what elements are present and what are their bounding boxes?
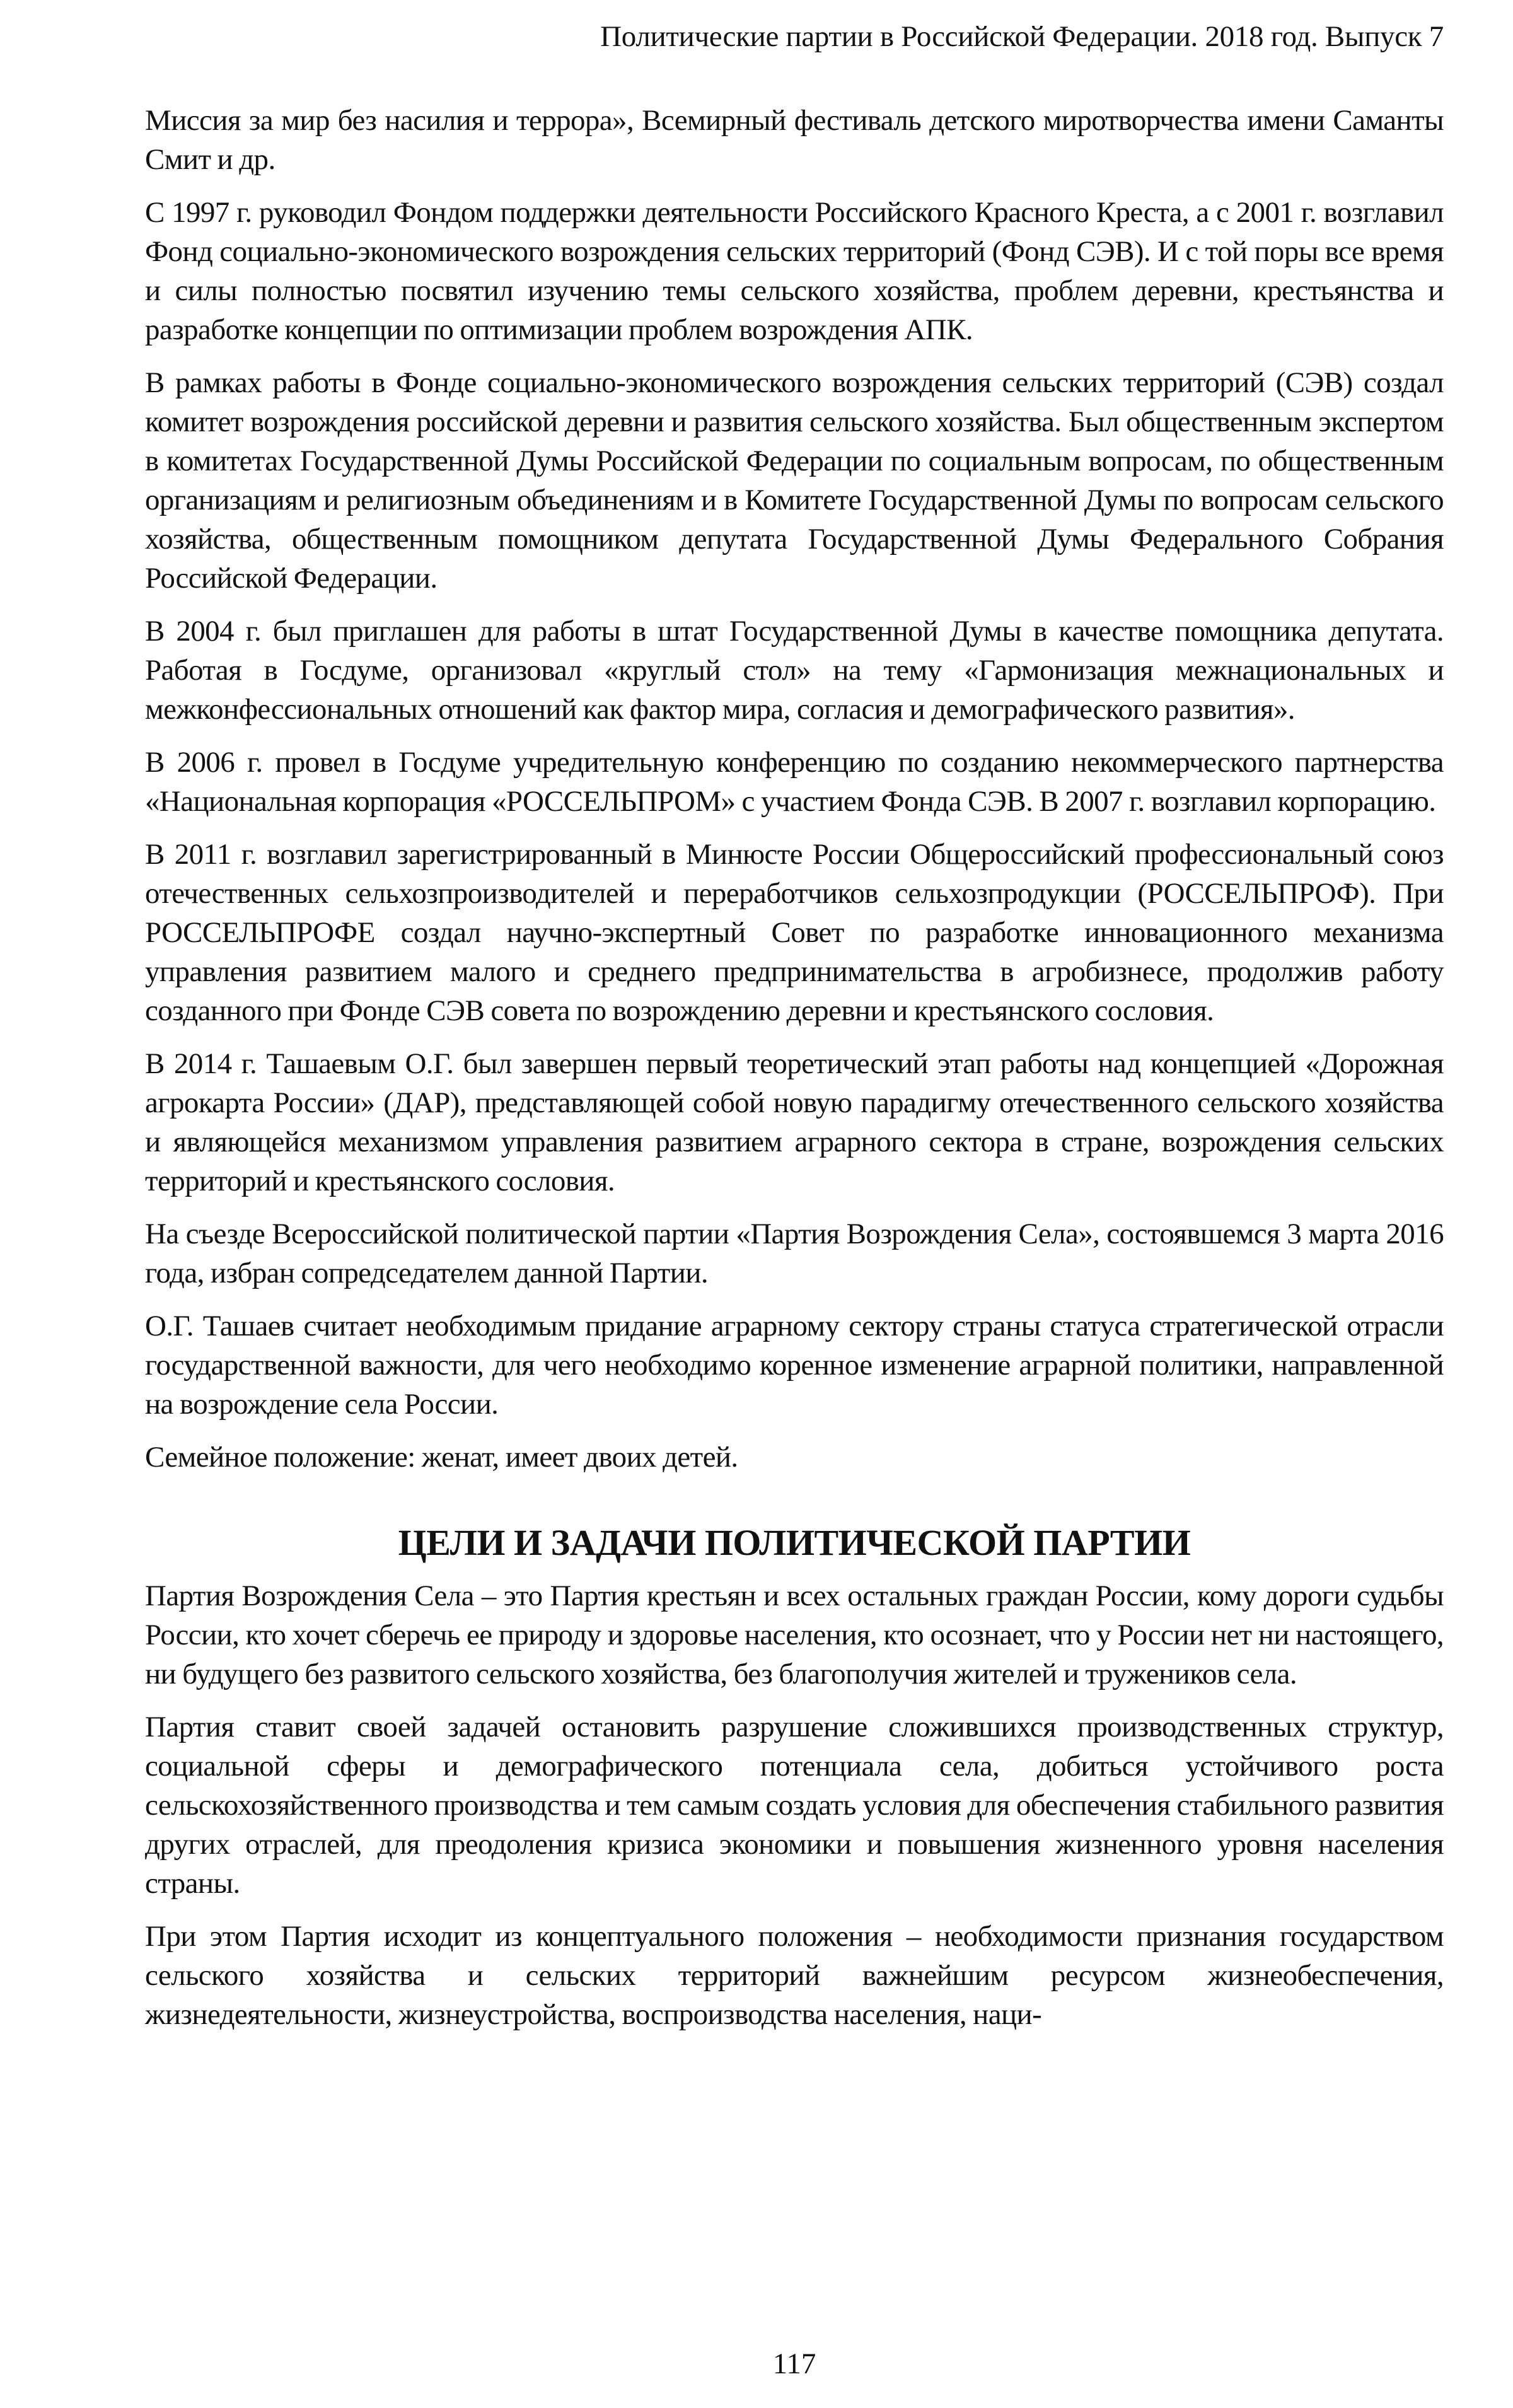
paragraph: В 2006 г. провел в Госдуме учредительную конференцию по созданию некоммерческого партнерства «Национальная корпорация «РОССЕЛЬПРОМ» с участием Фонда СЭВ. В 2007 г. возглавил корпорацию. xyxy=(145,746,1444,818)
running-header: Политические партии в Российской Федерации. 2018 год. Выпуск 7 xyxy=(600,20,1444,53)
paragraph: На съезде Всероссийской политической партии «Партия Возрождения Села», состоявшемся 3 марта 2016 года, избран сопредседателем данной Партии. xyxy=(145,1218,1444,1289)
page-number: 117 xyxy=(772,2347,816,2380)
paragraph: В рамках работы в Фонде социально-экономического возрождения сельских территорий (СЭВ) создал комитет возрождения российской деревни и развития сельского хозяйства. Был общественным экспертом в комитетах Государственной Думы Российской Федерации по социальным вопросам, по общественным организациям и религиозным объединениям и в Комитете Государственной Думы по вопросам сельского хозяйства, общественным помощником депутата Государственной Думы Федерального Собрания Российской Федерации. xyxy=(145,366,1444,595)
section-heading: ЦЕЛИ И ЗАДАЧИ ПОЛИТИЧЕСКОЙ ПАРТИИ xyxy=(398,1522,1191,1563)
paragraph: О.Г. Ташаев считает необходимым придание аграрному сектору страны статуса стратегической отрасли государственной важности, для чего необходимо коренное изменение аграрной политики, направленной на возрождение села России. xyxy=(145,1310,1444,1421)
paragraph: Семейное положение: женат, имеет двоих детей. xyxy=(145,1441,738,1474)
paragraph: В 2004 г. был приглашен для работы в штат Государственной Думы в качестве помощника депутата. Работая в Госдуме, организовал «круглый стол» на тему «Гармонизация межнациональных и межконфессиональных отношений как фактор мира, согласия и демографического развития». xyxy=(145,615,1444,726)
paragraph: В 2011 г. возглавил зарегистрированный в Минюсте России Общероссийский профессиональный союз отечественных сельхозпроизводителей и переработчиков сельхозпродукции (РОССЕЛЬПРОФ). При РОССЕЛЬПРОФЕ создал научно-экспертный Совет по разработке инновационного механизма управления развитием малого и среднего предпринимательства в агробизнесе, продолжив работу созданного при Фонде СЭВ совета по возрождению деревни и крестьянского сословия. xyxy=(145,838,1444,1027)
document-body xyxy=(145,101,1444,2048)
document-page xyxy=(145,0,1444,2408)
paragraph: Партия ставит своей задачей остановить разрушение сложившихся производственных структур, социальной сферы и демографического потенциала села, добиться устойчивого роста сельскохозяйственного производства и тем самым создать условия для обеспечения стабильного развития других отраслей, для преодоления кризиса экономики и повышения жизненного уровня населения страны. xyxy=(145,1711,1444,1900)
paragraph: С 1997 г. руководил Фондом поддержки деятельности Российского Красного Креста, а с 2001 г. возглавил Фонд социально-экономического возрождения сельских территорий (Фонд СЭВ). И с той поры все время и силы полностью посвятил изучению темы сельского хозяйства, проблем деревни, крестьянства и разработке концепции по оптимизации проблем возрождения АПК. xyxy=(145,196,1444,346)
paragraph: При этом Партия исходит из концептуального положения – необходимости признания государством сельского хозяйства и сельских территорий важнейшим ресурсом жизнеобеспечения, жизнедеятельности, жизнеустройства, воспроизводства населения, наци- xyxy=(145,1920,1444,2031)
paragraph: Партия Возрождения Села – это Партия крестьян и всех остальных граждан России, кому дороги судьбы России, кто хочет сберечь ее природу и здоровье населения, кто осознает, что у России нет ни настоящего, ни будущего без развитого сельского хозяйства, без благополучия жителей и тружеников села. xyxy=(145,1579,1444,1690)
paragraph: Миссия за мир без насилия и террора», Всемирный фестиваль детского миротворчества имени Саманты Смит и др. xyxy=(145,104,1444,176)
paragraph: В 2014 г. Ташаевым О.Г. был завершен первый теоретический этап работы над концепцией «Дорожная агрокарта России» (ДАР), представляющей собой новую парадигму отечественного сельского хозяйства и являющейся механизмом управления развитием аграрного сектора в стране, возрождения сельских территорий и крестьянского сословия. xyxy=(145,1047,1444,1197)
